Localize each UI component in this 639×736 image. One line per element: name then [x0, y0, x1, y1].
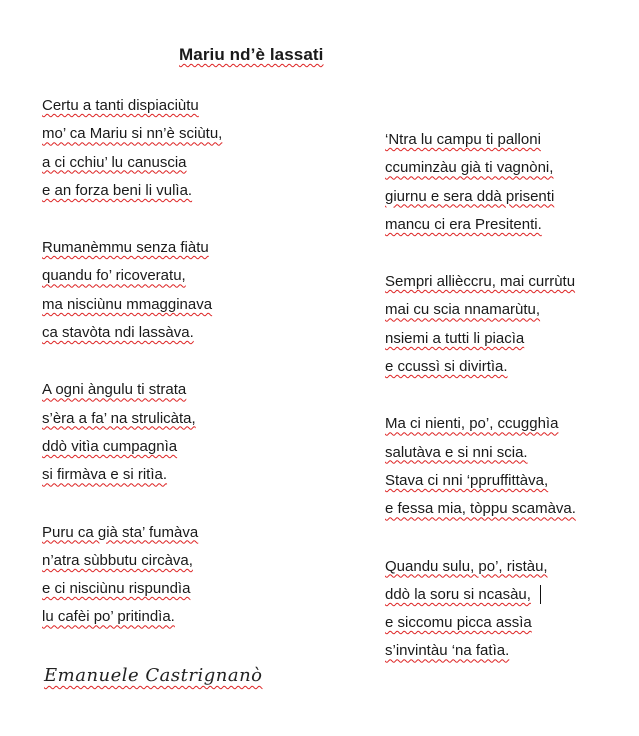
text-cursor [540, 585, 541, 604]
verse-line: Certu a tanti dispiaciùtu [42, 97, 199, 114]
verse-line: ‘Ntra lu campu ti palloni [385, 131, 541, 148]
verse-line: ddò vitìa cumpagnìa [42, 437, 178, 455]
verse-line: s’invintàu ‘na fatìa. [385, 642, 510, 660]
left-column [42, 96, 222, 665]
verse-line: e an forza beni li vulìa. [42, 181, 193, 199]
verse-line: mancu ci era Presitenti. [385, 215, 542, 233]
verse-line: Sempri allièccru, mai currùtu [385, 273, 576, 291]
stanza [42, 96, 222, 209]
verse-line: salutàva e si nni scia. [385, 443, 528, 461]
verse-line: s’èra a fa’ na strulicàta, [42, 409, 196, 427]
verse-line: A ogni àngulu ti strata [42, 381, 187, 399]
verse-line: Rumanèmmu senza fiàtu [42, 239, 209, 257]
verse-line: e ci nisciùnu rispundìa [42, 580, 191, 598]
verse-line: nsiemi a tutti li piacìa [385, 329, 525, 347]
verse-line: quandu fo’ ricoveratu, [42, 267, 186, 285]
poem-title: Mariu nd’è lassati [179, 45, 324, 64]
verse-line: mo’ ca Mariu si nn’è sciùtu, [42, 125, 223, 143]
stanza [42, 238, 222, 351]
stanza [42, 523, 222, 636]
verse-line: lu cafèi po’ pritindìa. [42, 608, 175, 626]
verse-line: e fessa mia, tòppu scamàva. [385, 500, 576, 518]
verse-line: Ma ci nienti, po’, ccugghìa [385, 415, 559, 433]
verse-line: mai cu scia nnamarùtu, [385, 301, 541, 319]
verse-line: n’atra sùbbutu circàva, [42, 551, 193, 569]
stanza [42, 380, 222, 493]
verse-line: Stava ci nni ‘ppruffittàva, [385, 471, 549, 489]
verse-line: e siccomu picca assìa [385, 614, 532, 632]
stanza [385, 272, 576, 385]
stanza [385, 130, 576, 243]
verse-line: si firmàva e si ritìa. [42, 466, 168, 484]
signature: Emanuele Castrignanò [44, 665, 263, 686]
verse-line: e ccussì si divirtìa. [385, 358, 508, 376]
verse-line: giurnu e sera ddà prisenti [385, 187, 555, 205]
stanza [385, 557, 576, 670]
verse-line: a ci cchiu’ lu canuscia [42, 153, 187, 171]
right-column [385, 130, 576, 699]
verse-line: Puru ca già sta’ fumàva [42, 523, 199, 541]
verse-line: ca stavòta ndi lassàva. [42, 324, 194, 342]
verse-line: ccuminzàu già ti vagnòni, [385, 159, 554, 177]
verse-line: Quandu sulu, po’, ristàu, [385, 557, 548, 575]
verse-line: ma nisciùnu mmagginava [42, 295, 213, 313]
verse-line: ddò la soru si ncasàu, [385, 585, 531, 603]
stanza [385, 414, 576, 527]
